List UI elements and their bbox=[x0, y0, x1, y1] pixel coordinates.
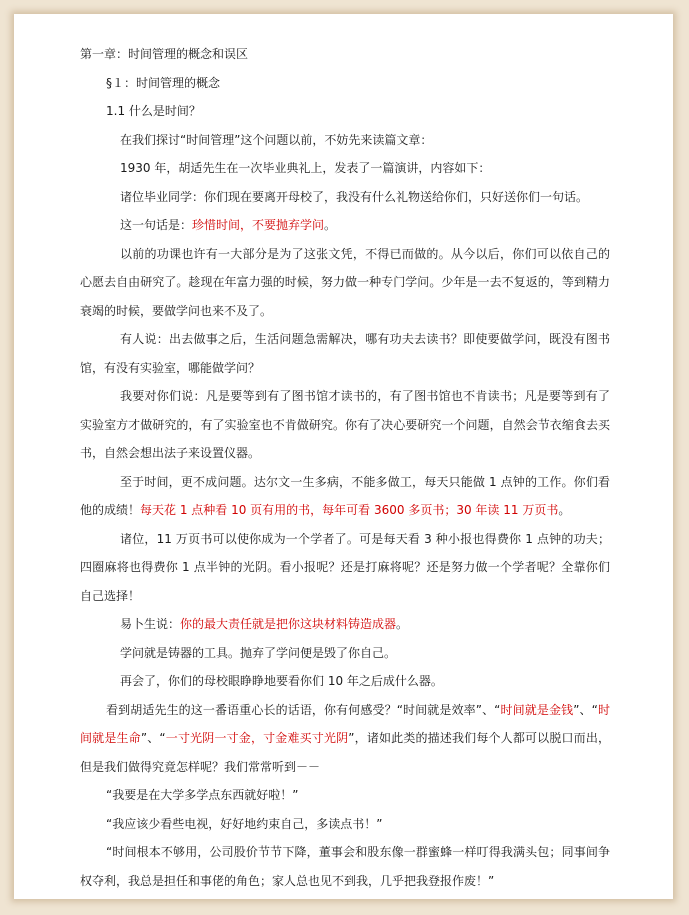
quote-3: “时间根本不够用，公司股价节节下降，董事会和股东像一群蜜蜂一样叮得我满头包；同事间争权夺利，我总是担任和事佬的角色；家人总也见不到我，几乎把我登报作废！” bbox=[80, 845, 610, 888]
text: 。 bbox=[558, 503, 571, 517]
text: 。 bbox=[396, 617, 409, 631]
paragraph-learning-tool: 学问就是铸器的工具。抛弃了学问便是毁了你自己。 bbox=[120, 645, 397, 660]
paragraph-reflection bbox=[80, 696, 610, 782]
text: ”、“ bbox=[140, 731, 166, 745]
text: 这一句话是： bbox=[120, 218, 193, 232]
text: 至于时间，更不成问题。达尔文一生多病，不能多做工，每天只能做 1 点钟的工作。你们看他的成绩！ bbox=[80, 474, 610, 517]
paragraph-greeting: 诸位毕业同学：你们现在要离开母校了，我没有什么礼物送给你们，只好送你们一句话。 bbox=[120, 189, 589, 204]
subsection-title: 1.1 什么是时间？ bbox=[106, 104, 201, 118]
paragraph-darwin bbox=[80, 468, 610, 525]
highlight-text: 时间就是生命 bbox=[80, 702, 610, 745]
paragraph-scholar: 诸位，11 万页书可以使你成为一个学者了。可是每天看 3 种小报也得费你 1 点钟的功夫；四圈麻将也得费你 1 点半钟的光阴。看小报呢？还是打麻将呢？还是努力做一个学者呢？全靠你们自己选择！ bbox=[80, 531, 610, 603]
paragraph-coursework: 以前的功课也许有一大部分是为了这张文凭，不得已而做的。从今以后，你们可以依自己的心愿去自由研究了。趁现在年富力强的时候，努力做一种专门学问。少年是一去不复返的，等到精力衰竭的时候，要做学问也来不及了。 bbox=[80, 246, 610, 318]
highlight-text: 你的最大责任就是把你这块材料铸造成器 bbox=[180, 617, 397, 631]
text: ”，诸如此类的描述我们每个人都可以脱口而出，但是我们做得究竟怎样呢？我们常常听到－－ bbox=[80, 731, 611, 774]
highlight-text: 一寸光阴一寸金，寸金难买寸光阴 bbox=[165, 731, 349, 745]
paragraph-one-sentence bbox=[80, 211, 610, 240]
paragraph-farewell: 再会了，你们的母校眼睁睁地要看你们 10 年之后成什么器。 bbox=[120, 674, 443, 688]
text: 易卜生说： bbox=[120, 617, 181, 631]
text: 看到胡适先生的这一番语重心长的话语，你有何感受？“时间就是效率”、“ bbox=[106, 702, 501, 717]
document-body bbox=[80, 40, 610, 895]
paragraph-some-say: 有人说：出去做事之后，生活问题急需解决，哪有功夫去读书？即使要做学问，既没有图书馆，有没有实验室，哪能做学问？ bbox=[80, 332, 610, 375]
text: 。 bbox=[324, 218, 337, 232]
paragraph-1930: 1930 年，胡适先生在一次毕业典礼上，发表了一篇演讲，内容如下： bbox=[120, 161, 491, 175]
paragraph-i-say: 我要对你们说：凡是要等到有了图书馆才读书的，有了图书馆也不肯读书；凡是要等到有了实验室方才做研究的，有了实验室也不肯做研究。你有了决心要研究一个问题，自然会节衣缩食去买书，自然会想出法子来设置仪器。 bbox=[80, 389, 610, 460]
highlight-text: 时间就是金钱 bbox=[500, 702, 574, 717]
section-title: §１：时间管理的概念 bbox=[106, 75, 221, 90]
quote-1: “我要是在大学多学点东西就好啦！” bbox=[106, 788, 299, 802]
paragraph-ibsen bbox=[80, 610, 610, 639]
quote-2: “我应该少看些电视，好好地约束自己，多读点书！” bbox=[106, 816, 383, 831]
chapter-title: 第一章：时间管理的概念和误区 bbox=[80, 47, 249, 61]
paragraph-intro: 在我们探讨“时间管理”这个问题以前，不妨先来读篇文章： bbox=[120, 132, 433, 147]
text: ”、“ bbox=[573, 702, 598, 717]
highlight-text: 珍惜时间，不要抛弃学问 bbox=[192, 218, 325, 232]
document-page bbox=[14, 14, 673, 899]
highlight-text: 每天花 1 点种看 10 页有用的书，每年可看 3600 多页书；30 年读 11 万页书 bbox=[140, 503, 559, 517]
